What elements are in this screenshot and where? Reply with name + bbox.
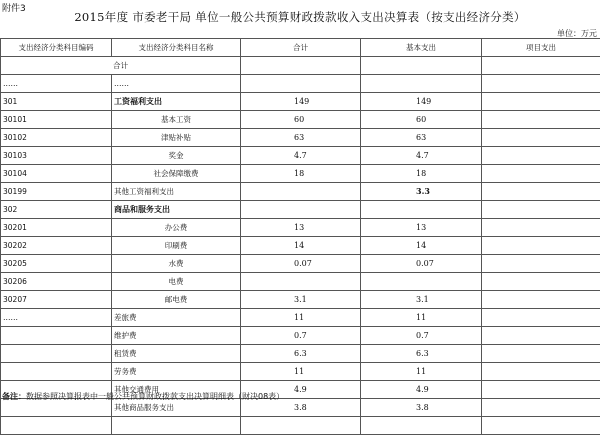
cell-total: 4.9	[241, 381, 361, 399]
cell-total: 60	[241, 111, 361, 129]
footnote-text: 数据参照决算报表中一般公共预算财政拨款支出决算明细表（财决08表）	[26, 392, 284, 401]
cell-basic: 11	[361, 309, 482, 327]
table-row	[1, 327, 600, 345]
table-row	[1, 291, 600, 309]
cell-name: 工资福利支出	[112, 93, 241, 111]
table-row	[1, 219, 600, 237]
table-row	[1, 111, 600, 129]
table-row	[1, 165, 600, 183]
cell-name: 水费	[112, 255, 241, 273]
table-row	[1, 237, 600, 255]
cell-name: 社会保障缴费	[112, 165, 241, 183]
cell-code: 30207	[1, 291, 112, 309]
cell-name: 劳务费	[112, 363, 241, 381]
cell-basic: 11	[361, 363, 482, 381]
header-code: 支出经济分类科目编码	[1, 39, 112, 57]
cell-total: 0.07	[241, 255, 361, 273]
cell-empty	[482, 75, 600, 93]
cell-project	[482, 219, 600, 237]
unit-label: 单位：万元	[557, 28, 597, 39]
cell-total: 3.1	[241, 291, 361, 309]
table-row	[1, 273, 600, 291]
cell-basic: 0.7	[361, 327, 482, 345]
cell-project	[482, 309, 600, 327]
cell-total: 4.7	[241, 147, 361, 165]
cell-basic: 149	[361, 93, 482, 111]
cell-name: 其他商品服务支出	[112, 399, 241, 417]
cell-project	[482, 183, 600, 201]
footnote-label: 备注：	[2, 392, 26, 401]
cell-empty	[361, 75, 482, 93]
cell-name: 邮电费	[112, 291, 241, 309]
cell-total: 6.3	[241, 345, 361, 363]
cell-basic: 14	[361, 237, 482, 255]
cell-basic: 0.07	[361, 255, 482, 273]
header-total: 合计	[241, 39, 361, 57]
ellipsis-name: ……	[112, 75, 241, 93]
cell-total: 13	[241, 219, 361, 237]
table-row	[1, 147, 600, 165]
header-name: 支出经济分类科目名称	[112, 39, 241, 57]
cell-basic	[361, 417, 482, 435]
cell-code: 301	[1, 93, 112, 111]
cell-name: 商品和服务支出	[112, 201, 241, 219]
cell-code: 30205	[1, 255, 112, 273]
cell-empty	[241, 75, 361, 93]
cell-basic: 6.3	[361, 345, 482, 363]
footnote	[2, 391, 284, 402]
cell-code: 30103	[1, 147, 112, 165]
cell-total	[241, 417, 361, 435]
table-row	[1, 345, 600, 363]
cell-code	[1, 327, 112, 345]
ellipsis-code: ……	[1, 75, 112, 93]
cell-empty	[241, 57, 361, 75]
cell-name: 印刷费	[112, 237, 241, 255]
cell-code	[1, 417, 112, 435]
table-row	[1, 93, 600, 111]
cell-code: 30201	[1, 219, 112, 237]
ellipsis-row	[1, 75, 600, 93]
cell-basic: 13	[361, 219, 482, 237]
cell-total	[241, 183, 361, 201]
cell-project	[482, 345, 600, 363]
cell-name	[112, 417, 241, 435]
table-row	[1, 255, 600, 273]
cell-project	[482, 399, 600, 417]
cell-code: 30101	[1, 111, 112, 129]
table-row	[1, 363, 600, 381]
cell-basic	[361, 273, 482, 291]
total-row	[1, 57, 600, 75]
cell-total	[241, 273, 361, 291]
cell-name: 租赁费	[112, 345, 241, 363]
cell-project	[482, 237, 600, 255]
cell-project	[482, 291, 600, 309]
header-row	[1, 39, 600, 57]
cell-total: 18	[241, 165, 361, 183]
cell-basic: 63	[361, 129, 482, 147]
table-row	[1, 201, 600, 219]
cell-name: 奖金	[112, 147, 241, 165]
cell-project	[482, 417, 600, 435]
cell-name: 津贴补贴	[112, 129, 241, 147]
cell-code: 30206	[1, 273, 112, 291]
cell-basic: 4.9	[361, 381, 482, 399]
cell-project	[482, 381, 600, 399]
cell-code: ……	[1, 309, 112, 327]
cell-project	[482, 273, 600, 291]
cell-project	[482, 147, 600, 165]
cell-total: 149	[241, 93, 361, 111]
cell-name: 差旅费	[112, 309, 241, 327]
cell-project	[482, 255, 600, 273]
cell-total: 63	[241, 129, 361, 147]
cell-project	[482, 363, 600, 381]
cell-basic: 18	[361, 165, 482, 183]
cell-basic: 60	[361, 111, 482, 129]
cell-total: 11	[241, 309, 361, 327]
cell-code	[1, 363, 112, 381]
total-row-label: 合计	[1, 57, 241, 75]
cell-basic: 4.7	[361, 147, 482, 165]
table-row	[1, 417, 600, 435]
cell-total	[241, 201, 361, 219]
cell-name: 其他工资福利支出	[112, 183, 241, 201]
cell-basic: 3.1	[361, 291, 482, 309]
cell-name: 维护费	[112, 327, 241, 345]
cell-code: 30104	[1, 165, 112, 183]
cell-name: 基本工资	[112, 111, 241, 129]
table-row	[1, 309, 600, 327]
cell-project	[482, 165, 600, 183]
cell-empty	[361, 57, 482, 75]
cell-empty	[482, 57, 600, 75]
cell-project	[482, 201, 600, 219]
cell-project	[482, 93, 600, 111]
cell-name: 办公费	[112, 219, 241, 237]
cell-code: 30202	[1, 237, 112, 255]
cell-total: 0.7	[241, 327, 361, 345]
cell-total: 14	[241, 237, 361, 255]
cell-code	[1, 345, 112, 363]
cell-name: 其他交通费用	[112, 381, 241, 399]
cell-project	[482, 111, 600, 129]
cell-project	[482, 129, 600, 147]
page-title: 2015年度 市委老干局 单位一般公共预算财政拨款收入支出决算表（按支出经济分类）	[0, 9, 600, 25]
cell-total: 3.8	[241, 399, 361, 417]
table-row	[1, 129, 600, 147]
cell-basic: 3.3	[361, 183, 482, 201]
cell-code: 30102	[1, 129, 112, 147]
attachment-label: 附件3	[2, 1, 26, 14]
cell-code: 30199	[1, 183, 112, 201]
cell-code: 302	[1, 201, 112, 219]
cell-name: 电费	[112, 273, 241, 291]
cell-basic	[361, 201, 482, 219]
header-basic: 基本支出	[361, 39, 482, 57]
cell-total: 11	[241, 363, 361, 381]
cell-project	[482, 327, 600, 345]
expenditure-table	[0, 38, 600, 435]
header-project: 项目支出	[482, 39, 600, 57]
table-row	[1, 183, 600, 201]
cell-basic: 3.8	[361, 399, 482, 417]
